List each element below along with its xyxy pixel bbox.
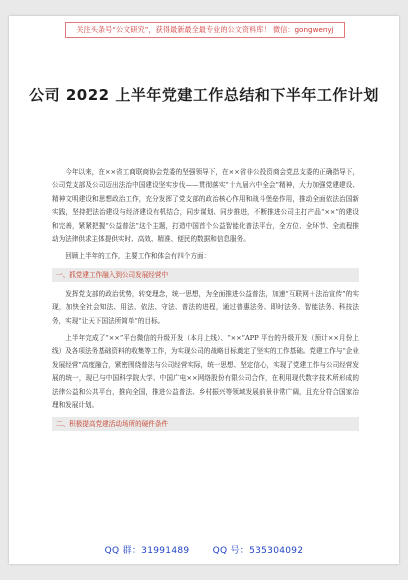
summary-lead-paragraph: 回顾上半年的工作，主要工作和体会有四个方面： [65, 252, 211, 261]
section-heading-1: 一、抓党建工作融入到公司发展经营中 [52, 268, 359, 282]
qq-number: QQ 号：535304092 [212, 546, 304, 556]
promo-banner: 关注头条号“公文研究”，获得最新最全最专业的公文资料库！ 微信：gongwenyj [65, 22, 345, 38]
contact-footer [9, 543, 399, 556]
section1-paragraph-1: 发挥党支部的政治优势，转变理念，统一思想，为全面推进公益普法，加速“互联网＋法治宣传”的实现，加快全社会知法、用法、依法、守法、普法的进程，通过普惠法务、即时法务、智能法务、科技法务，实现“让天下国法所简单”的目标。 [52, 289, 359, 325]
document-title: 公司 2022 上半年党建工作总结和下半年工作计划 [29, 86, 379, 104]
section-heading-2: 二、积极提高党建活动场所的硬件条件 [52, 417, 359, 431]
document-page [9, 16, 399, 564]
qq-group-number: QQ 群：31991489 [104, 546, 190, 556]
intro-paragraph: 今年以来，在××省工商联商协会党委的坚强领导下，在××省非公投资商会党总支委的正确指导下，公司党支部及公司迈出法治中国建设坚实步伐——贯彻落实“十九届六中全会”精神，大力加强党建建设、精神文明建设和思想政治工作，充分发挥了党支部的政治核心作用和战斗堡垒作用，推动全面依法治国新实践，坚持把法治建设与经济建设有机结合，同步谋划、同步推进，不断推进公司主打产品“××”的建设和完善，紧紧把握“公益普法”这个主题，打造中国首个公益智能化普法平台，全方位、全环节、全流程推动为法律供求主体提供实时、高效、精准、便民的数据和信息服务。 [52, 168, 359, 244]
document-body [52, 166, 359, 437]
section1-paragraph-2: 上半年完成了“××”平台微信的升级开发（本月上线）、“××”APP 平台的升级开发（预计××月份上线）及各项法务基础资料的收集等工作，为实现公司的战略目标奠定了坚实的工作基础。党建工作与“企业发展经营”高度融合，紧密围绕普法与公司经营实际，统一思想、坚定信心，实现了党建工作与公司经营发展的统一，现已与中国科学院大学、中国广电××网络股份有限公司合作，在利用现代数字技术所形成的法律公益和公共平台，推向全国，推进公益普法、乡村振兴等领域发展前景非常广阔，且充分符合国家治理和发展计划。 [52, 334, 359, 410]
